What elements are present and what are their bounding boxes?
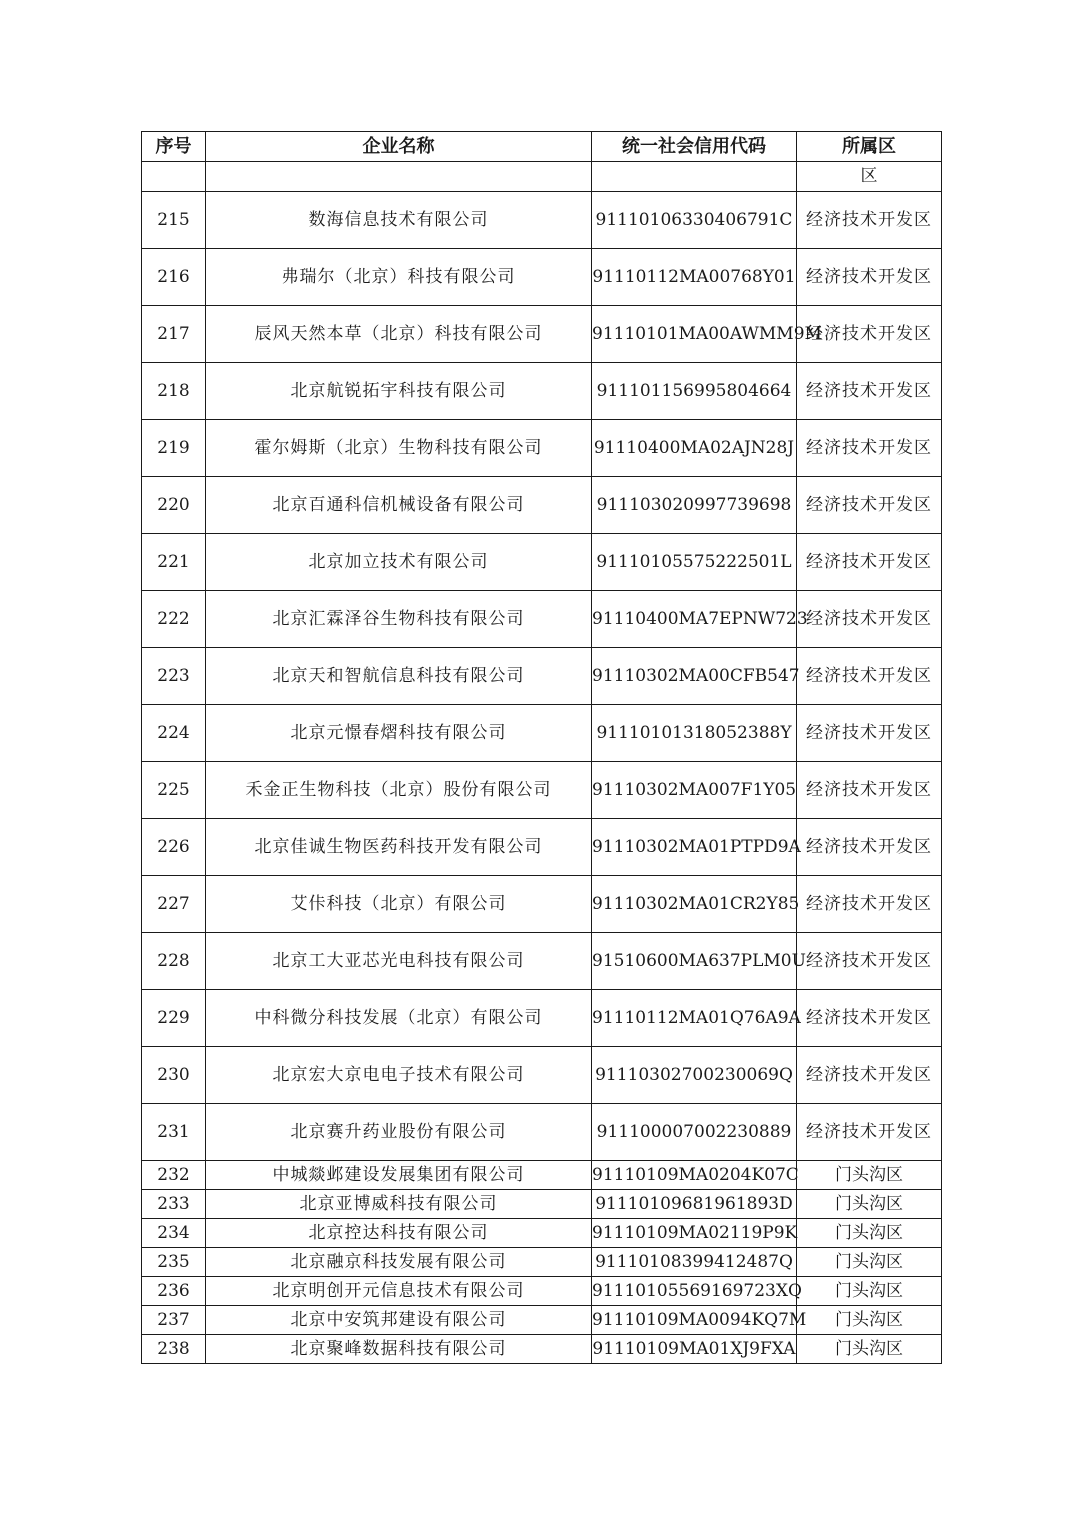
cell-no: 220 — [142, 477, 206, 534]
cell-code: 91110101318052388Y — [592, 705, 797, 762]
cell-no: 224 — [142, 705, 206, 762]
table-row — [142, 306, 942, 363]
cell-code: 91110302MA007F1Y05 — [592, 762, 797, 819]
header-row — [142, 132, 942, 162]
cell-district: 经济技术开发区 — [797, 762, 942, 819]
cell-no — [142, 162, 206, 192]
cell-name: 北京天和智航信息科技有限公司 — [206, 648, 592, 705]
table-row — [142, 534, 942, 591]
cell-district: 经济技术开发区 — [797, 591, 942, 648]
cell-no: 221 — [142, 534, 206, 591]
cell-name: 北京赛升药业股份有限公司 — [206, 1104, 592, 1161]
cell-district: 经济技术开发区 — [797, 477, 942, 534]
table-row — [142, 1161, 942, 1190]
cell-no: 228 — [142, 933, 206, 990]
cell-no: 238 — [142, 1335, 206, 1364]
cell-district: 经济技术开发区 — [797, 249, 942, 306]
cell-code: 91110302MA00CFB547 — [592, 648, 797, 705]
cell-code: 91110112MA01Q76A9A — [592, 990, 797, 1047]
cell-code: 91110109MA02119P9K — [592, 1219, 797, 1248]
cell-name: 北京佳诚生物医药科技开发有限公司 — [206, 819, 592, 876]
cell-no: 218 — [142, 363, 206, 420]
cell-name: 北京明创开元信息技术有限公司 — [206, 1277, 592, 1306]
table-row — [142, 1248, 942, 1277]
cell-name: 数海信息技术有限公司 — [206, 192, 592, 249]
header-no: 序号 — [142, 132, 206, 162]
cell-name: 禾金正生物科技（北京）股份有限公司 — [206, 762, 592, 819]
table-body — [142, 162, 942, 1364]
table-row — [142, 819, 942, 876]
cell-district: 经济技术开发区 — [797, 306, 942, 363]
cell-code: 911101156995804664 — [592, 363, 797, 420]
cell-district: 门头沟区 — [797, 1306, 942, 1335]
cell-no: 230 — [142, 1047, 206, 1104]
table-header — [142, 132, 942, 162]
cell-no: 223 — [142, 648, 206, 705]
cell-name: 北京中安筑邦建设有限公司 — [206, 1306, 592, 1335]
cell-no: 219 — [142, 420, 206, 477]
cell-code: 91110108399412487Q — [592, 1248, 797, 1277]
table-row — [142, 705, 942, 762]
cell-name: 北京工大亚芯光电科技有限公司 — [206, 933, 592, 990]
cell-no: 236 — [142, 1277, 206, 1306]
cell-name: 弗瑞尔（北京）科技有限公司 — [206, 249, 592, 306]
cell-code: 91110105569169723XQ — [592, 1277, 797, 1306]
table-row — [142, 591, 942, 648]
cell-code: 911103020997739698 — [592, 477, 797, 534]
cell-code: 91110109681961893D — [592, 1190, 797, 1219]
table-row — [142, 249, 942, 306]
cell-district: 门头沟区 — [797, 1335, 942, 1364]
cell-name: 北京控达科技有限公司 — [206, 1219, 592, 1248]
cell-no: 235 — [142, 1248, 206, 1277]
cell-district: 门头沟区 — [797, 1277, 942, 1306]
cell-district: 经济技术开发区 — [797, 1047, 942, 1104]
cell-code: 91110106330406791C — [592, 192, 797, 249]
cell-no: 222 — [142, 591, 206, 648]
cell-code: 91110302700230069Q — [592, 1047, 797, 1104]
cell-name: 北京聚峰数据科技有限公司 — [206, 1335, 592, 1364]
cell-name: 北京元憬春熠科技有限公司 — [206, 705, 592, 762]
table-row — [142, 762, 942, 819]
cell-district: 门头沟区 — [797, 1161, 942, 1190]
cell-no: 227 — [142, 876, 206, 933]
header-code: 统一社会信用代码 — [592, 132, 797, 162]
cell-district: 经济技术开发区 — [797, 990, 942, 1047]
cell-code: 91110112MA00768Y01 — [592, 249, 797, 306]
cell-name: 辰风天然本草（北京）科技有限公司 — [206, 306, 592, 363]
cell-no: 215 — [142, 192, 206, 249]
cell-district: 门头沟区 — [797, 1190, 942, 1219]
cell-name: 北京汇霖泽谷生物科技有限公司 — [206, 591, 592, 648]
cell-code: 91110400MA02AJN28J — [592, 420, 797, 477]
cell-code: 91110109MA01XJ9FXA — [592, 1335, 797, 1364]
cell-code — [592, 162, 797, 192]
cell-district: 经济技术开发区 — [797, 933, 942, 990]
table-row — [142, 477, 942, 534]
cell-name: 艾佧科技（北京）有限公司 — [206, 876, 592, 933]
cell-district: 经济技术开发区 — [797, 876, 942, 933]
table-row-continued — [142, 162, 942, 192]
cell-district: 经济技术开发区 — [797, 1104, 942, 1161]
table-row — [142, 990, 942, 1047]
table-row — [142, 1047, 942, 1104]
cell-district: 门头沟区 — [797, 1219, 942, 1248]
cell-code: 91110302MA01CR2Y85 — [592, 876, 797, 933]
cell-code: 91110400MA7EPNW723 — [592, 591, 797, 648]
cell-name: 北京加立技术有限公司 — [206, 534, 592, 591]
cell-code: 91110302MA01PTPD9A — [592, 819, 797, 876]
cell-district: 经济技术开发区 — [797, 534, 942, 591]
header-district: 所属区 — [797, 132, 942, 162]
table-row — [142, 420, 942, 477]
table-row — [142, 1277, 942, 1306]
cell-name: 北京宏大京电电子技术有限公司 — [206, 1047, 592, 1104]
cell-code: 91510600MA637PLM0U — [592, 933, 797, 990]
table-row — [142, 1190, 942, 1219]
table-row — [142, 876, 942, 933]
cell-no: 231 — [142, 1104, 206, 1161]
cell-no: 226 — [142, 819, 206, 876]
cell-no: 229 — [142, 990, 206, 1047]
cell-district: 经济技术开发区 — [797, 363, 942, 420]
cell-no: 232 — [142, 1161, 206, 1190]
cell-name — [206, 162, 592, 192]
cell-no: 237 — [142, 1306, 206, 1335]
cell-code: 91110109MA0094KQ7M — [592, 1306, 797, 1335]
cell-name: 中科微分科技发展（北京）有限公司 — [206, 990, 592, 1047]
cell-no: 216 — [142, 249, 206, 306]
cell-name: 北京融京科技发展有限公司 — [206, 1248, 592, 1277]
cell-district: 经济技术开发区 — [797, 420, 942, 477]
cell-name: 北京百通科信机械设备有限公司 — [206, 477, 592, 534]
table-row — [142, 1335, 942, 1364]
cell-no: 233 — [142, 1190, 206, 1219]
table-row — [142, 648, 942, 705]
cell-district: 经济技术开发区 — [797, 648, 942, 705]
cell-name: 北京亚博威科技有限公司 — [206, 1190, 592, 1219]
cell-no: 234 — [142, 1219, 206, 1248]
cell-code: 911100007002230889 — [592, 1104, 797, 1161]
table-row — [142, 192, 942, 249]
table-row — [142, 363, 942, 420]
cell-district: 经济技术开发区 — [797, 705, 942, 762]
cell-code: 91110101MA00AWMM9M — [592, 306, 797, 363]
cell-district: 经济技术开发区 — [797, 819, 942, 876]
cell-no: 225 — [142, 762, 206, 819]
cell-district: 门头沟区 — [797, 1248, 942, 1277]
table-row — [142, 933, 942, 990]
cell-district: 区 — [797, 162, 942, 192]
table-row — [142, 1306, 942, 1335]
enterprise-table — [141, 131, 942, 1364]
cell-name: 霍尔姆斯（北京）生物科技有限公司 — [206, 420, 592, 477]
table-row — [142, 1104, 942, 1161]
cell-code: 91110105575222501L — [592, 534, 797, 591]
cell-code: 91110109MA0204K07C — [592, 1161, 797, 1190]
table-row — [142, 1219, 942, 1248]
cell-no: 217 — [142, 306, 206, 363]
cell-name: 北京航锐拓宇科技有限公司 — [206, 363, 592, 420]
cell-name: 中城燚邺建设发展集团有限公司 — [206, 1161, 592, 1190]
cell-district: 经济技术开发区 — [797, 192, 942, 249]
header-name: 企业名称 — [206, 132, 592, 162]
